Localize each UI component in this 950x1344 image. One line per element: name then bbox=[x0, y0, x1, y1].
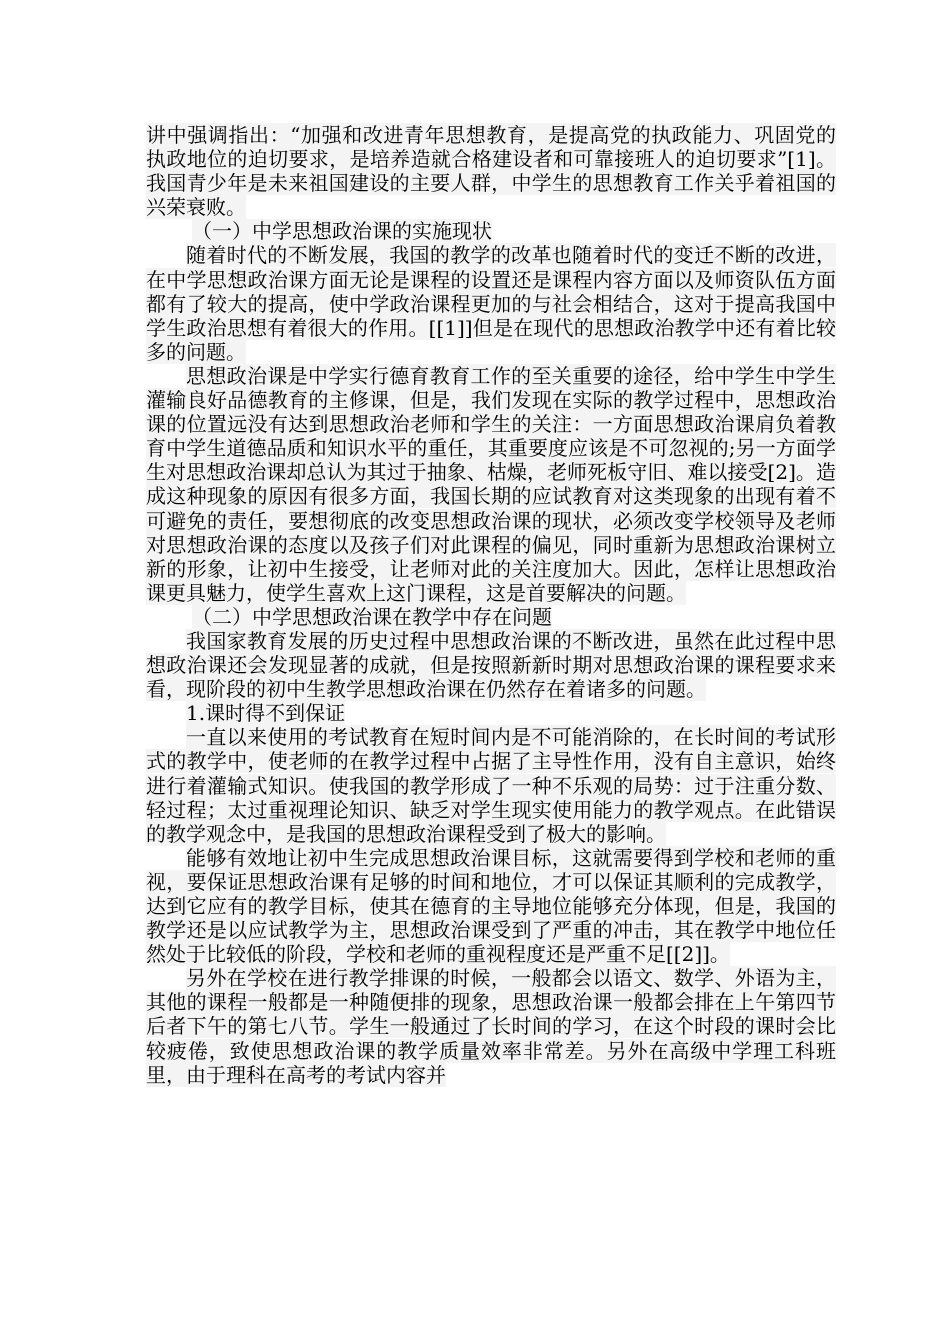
heading-text: （一）中学思想政治课的实施现状 bbox=[192, 219, 492, 244]
paragraph-problems bbox=[146, 629, 836, 701]
heading-text: （二）中学思想政治课在教学中存在问题 bbox=[192, 604, 552, 629]
paragraph-text: 思想政治课是中学实行德育教育工作的至关重要的途径，给中学生中学生灌输良好品德教育的主修课，但是，我们发现在实际的教学过程中，思想政治课的位置远没有达到思想政治老师和学生的关注：一方面思想政治课肩负着教育中学生道德品质和知识水平的重任，其重要度应该是不可忽视的;另一方面学生对思想政治课却总认为其过于抽象、枯燥，老师死板守旧、难以接受[2]。造成这种现象的原因有很多方面，我国长期的应试教育对这类现象的出现有着不可避免的责任，要想彻底的改变思想政治课的现状，必须改变学校领导及老师对思想政治课的态度以及孩子们对此课程的偏见，同时重新为思想政治课树立新的形象，让初中生接受，让老师对此的关注度加大。因此，怎样让思想政治课更具魅力，使学生喜欢上这门课程，这是首要解决的问题。 bbox=[146, 363, 836, 605]
section-heading-1 bbox=[146, 219, 836, 243]
document-page bbox=[146, 123, 836, 1087]
paragraph-text: 另外在学校在进行教学排课的时候，一般都会以语文、数学、外语为主，其他的课程一般都是一种随便排的现象，思想政治课一般都会排在上午第四节后者下午的第七八节。学生一般通过了长时间的学习，在这个时段的课时会比较疲倦，致使思想政治课的教学质量效率非常差。另外在高级中学理工科班里，由于理科在高考的考试内容并 bbox=[146, 966, 836, 1087]
paragraph-intro bbox=[146, 123, 836, 219]
paragraph-exam-education bbox=[146, 725, 836, 845]
paragraph-importance bbox=[146, 364, 836, 605]
paragraph-text: 能够有效地让初中生完成思想政治课目标，这就需要得到学校和老师的重视，要保证思想政治课有足够的时间和地位，才可以保证其顺利的完成教学，达到它应有的教学目标，使其在德育的主导地位能够充分体现，但是，我国的教学还是以应试教学为主，思想政治课受到了严重的冲击，其在教学中地位任然处于比较低的阶段，学校和老师的重视程度还是严重不足[[2]]。 bbox=[146, 845, 836, 967]
paragraph-text: 随着时代的不断发展，我国的教学的改革也随着时代的变迁不断的改进，在中学思想政治课方面无论是课程的设置还是课程内容方面以及师资队伍方面都有了较大的提高，使中学政治课程更加的与社会相结合，这对于提高我国中学生政治思想有着很大的作用。[[1]]但是在现代的思想政治教学中还有着比较多的问题。 bbox=[146, 243, 836, 364]
section-heading-2 bbox=[146, 605, 836, 629]
subheading-class-hours bbox=[146, 701, 836, 725]
paragraph-status bbox=[146, 243, 836, 363]
paragraph-text: 讲中强调指出：“加强和改进青年思想教育，是提高党的执政能力、巩固党的执政地位的迫切要求，是培养造就合格建设者和可靠接班人的迫切要求”[1]。我国青少年是未来祖国建设的主要人群，中学生的思想教育工作关乎着祖国的兴荣衰败。 bbox=[146, 123, 836, 220]
paragraph-text: 我国家教育发展的历史过程中思想政治课的不断改进，虽然在此过程中思想政治课还会发现显著的成就，但是按照新新时期对思想政治课的课程要求来看，现阶段的初中生教学思想政治课在仍然存在着诸多的问题。 bbox=[146, 628, 836, 702]
subheading-text: 1.课时得不到保证 bbox=[186, 701, 346, 726]
paragraph-school-attention bbox=[146, 846, 836, 966]
paragraph-text: 一直以来使用的考试教育在短时间内是不可能消除的，在长时间的考试形式的教学中，使老师的在教学过程中占据了主导性作用，没有自主意识，始终进行着灌输式知识。使我国的教学形成了一种不乐观的局势：过于注重分数、轻过程；太过重视理论知识、缺乏对学生现实使用能力的教学观点。在此错误的教学观念中，是我国的思想政治课程受到了极大的影响。 bbox=[146, 725, 836, 846]
paragraph-scheduling bbox=[146, 966, 836, 1086]
